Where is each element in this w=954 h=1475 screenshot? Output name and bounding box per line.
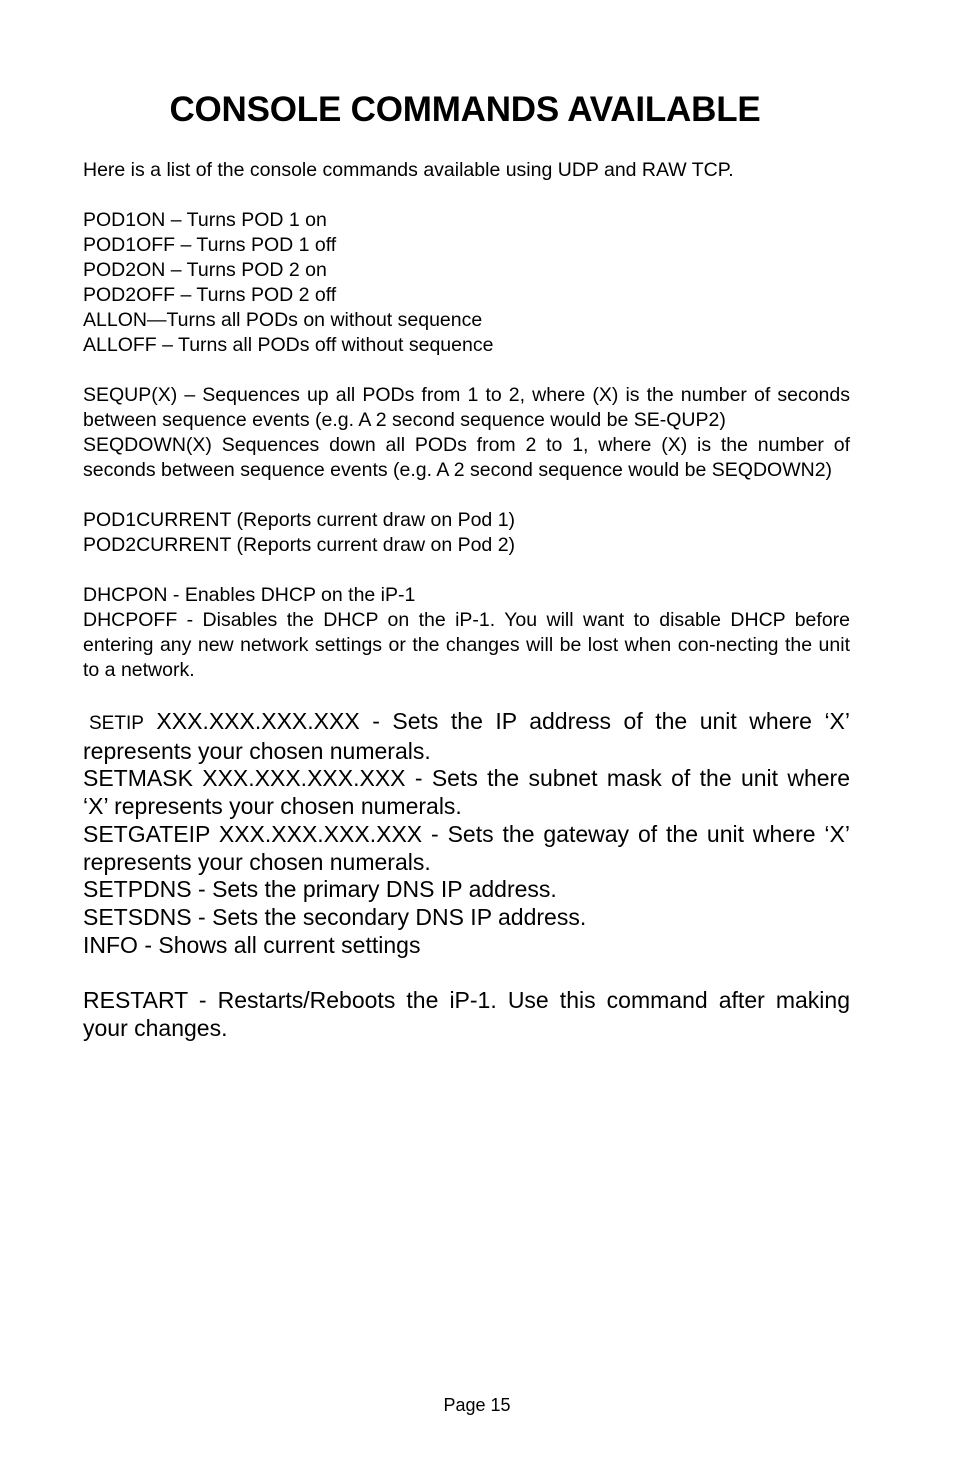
spacer — [83, 959, 850, 987]
page-number: Page 15 — [443, 1395, 511, 1415]
command-setmask: SETMASK XXX.XXX.XXX.XXX - Sets the subnet mask of the unit where ‘X’ represents your chosen numerals. — [83, 765, 850, 820]
setip-keyword: SETIP — [89, 713, 144, 734]
command-alloff: ALLOFF – Turns all PODs off without sequence — [83, 334, 494, 356]
network-commands — [83, 708, 850, 959]
command-pod2on: POD2ON – Turns POD 2 on — [83, 259, 327, 281]
spacer — [83, 358, 850, 383]
spacer — [83, 558, 850, 583]
current-commands — [83, 508, 850, 558]
sequence-commands — [83, 383, 850, 483]
command-sequp: SEQUP(X) – Sequences up all PODs from 1 to 2, where (X) is the number of seconds between sequence events (e.g. A 2 second sequence would be SE-QUP2) — [83, 384, 850, 431]
command-allon: ALLON—Turns all PODs on without sequence — [83, 309, 483, 331]
command-pod1off: POD1OFF – Turns POD 1 off — [83, 234, 337, 256]
dhcp-commands — [83, 583, 850, 683]
command-pod2off: POD2OFF – Turns POD 2 off — [83, 284, 337, 306]
spacer — [83, 683, 850, 708]
command-pod2current: POD2CURRENT (Reports current draw on Pod 2) — [83, 534, 516, 556]
command-seqdown: SEQDOWN(X) Sequences down all PODs from 2 to 1, where (X) is the number of seconds between sequence events (e.g. A 2 second sequence would be SEQDOWN2) — [83, 434, 850, 481]
command-pod1on: POD1ON – Turns POD 1 on — [83, 209, 327, 231]
command-pod1current: POD1CURRENT (Reports current draw on Pod 1) — [83, 509, 516, 531]
command-setgateip: SETGATEIP XXX.XXX.XXX.XXX - Sets the gateway of the unit where ‘X’ represents your chosen numerals. — [83, 820, 850, 875]
command-info: INFO - Shows all current settings — [83, 931, 421, 958]
command-dhcpoff: DHCPOFF - Disables the DHCP on the iP-1. You will want to disable DHCP before entering any new network settings or the changes will be lost when con-necting the unit to a network. — [83, 609, 850, 681]
command-setsdns: SETSDNS - Sets the secondary DNS IP address. — [83, 903, 587, 930]
page-title: CONSOLE COMMANDS AVAILABLE — [169, 90, 761, 129]
command-setip — [83, 708, 850, 765]
command-dhcpon: DHCPON - Enables DHCP on the iP-1 — [83, 584, 416, 606]
document-body — [83, 158, 850, 1042]
command-setpdns: SETPDNS - Sets the primary DNS IP address. — [83, 876, 557, 903]
spacer — [83, 183, 850, 208]
pod-commands-list — [83, 208, 850, 358]
command-restart: RESTART - Restarts/Reboots the iP-1. Use this command after making your changes. — [83, 987, 850, 1041]
spacer — [83, 483, 850, 508]
setip-description: XXX.XXX.XXX.XXX - Sets the IP address of the unit where ‘X’ represents your chosen numerals. — [83, 708, 850, 764]
intro-text: Here is a list of the console commands available using UDP and RAW TCP. — [83, 159, 734, 181]
